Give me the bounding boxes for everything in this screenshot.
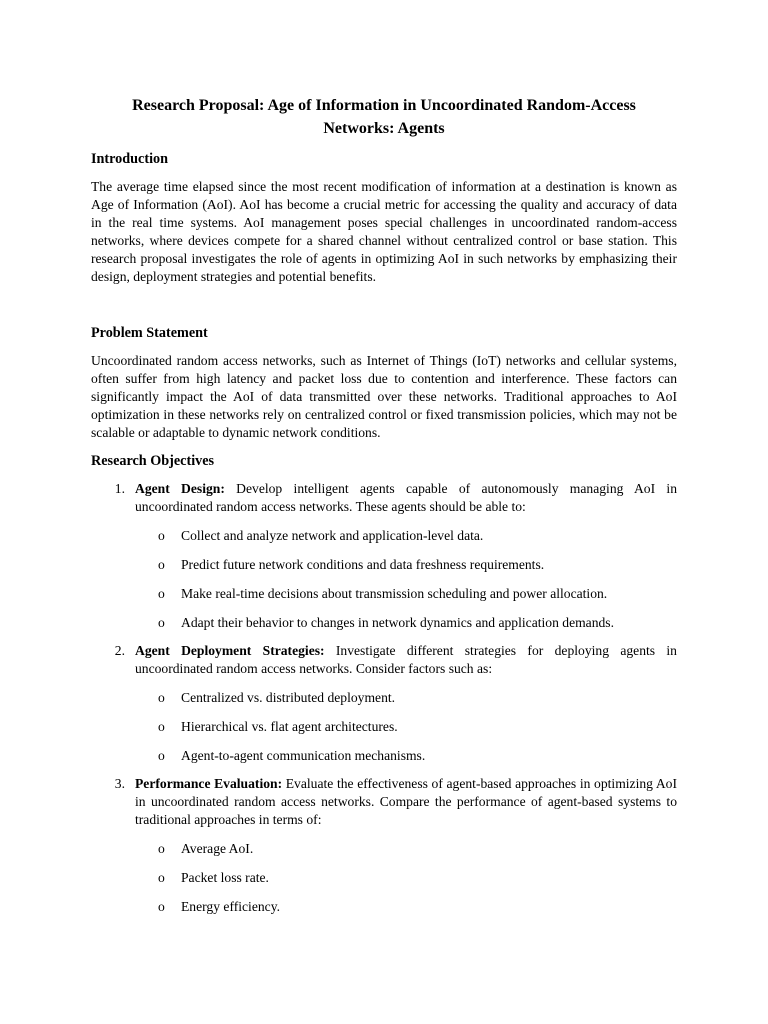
objectives-list	[91, 480, 677, 916]
objective-item	[91, 775, 677, 829]
bullet-marker: o	[158, 870, 165, 885]
objective-number: 3.	[114, 776, 125, 791]
sub-list-item: o Average AoI.	[158, 841, 254, 856]
objective-number: 1.	[114, 481, 125, 496]
objective-label: Agent Design:	[135, 481, 225, 496]
document-title: Research Proposal: Age of Information in Uncoordinated Random-Access Networks: Agents	[132, 97, 636, 137]
problem-statement-heading: Problem Statement	[91, 325, 208, 341]
introduction-heading: Introduction	[91, 151, 168, 167]
objective-label: Agent Deployment Strategies:	[135, 643, 325, 658]
bullet-marker: o	[158, 690, 165, 705]
objective-label: Performance Evaluation:	[135, 776, 283, 791]
objective-item	[91, 642, 677, 678]
bullet-marker: o	[158, 615, 165, 630]
sub-list-item: o Make real-time decisions about transmission scheduling and power allocation.	[158, 586, 608, 601]
sub-list-item: o Centralized vs. distributed deployment.	[158, 690, 396, 705]
bullet-marker: o	[158, 748, 165, 763]
bullet-marker: o	[158, 557, 165, 572]
introduction-paragraph: The average time elapsed since the most recent modification of information at a destination is known as Age of Information (AoI). AoI has become a crucial metric for accessing the quality and accuracy of data in the real time systems. AoI management poses special challenges in uncoordinated random-access networks, where devices compete for a shared channel without centralized control or base station. This research proposal investigates the role of agents in optimizing AoI in such networks by emphasizing their design, deployment strategies and potential benefits.	[91, 179, 677, 284]
sub-list-item: o Hierarchical vs. flat agent architectures.	[158, 719, 398, 734]
objective-text: Evaluate the effectiveness of agent-based approaches in optimizing AoI in uncoordinated random access networks. Compare the performance of agent-based systems to traditional approaches in terms of:	[135, 776, 677, 827]
objective-text: Investigate different strategies for deploying agents in uncoordinated random access networks. Consider factors such as:	[135, 643, 677, 676]
bullet-marker: o	[158, 719, 165, 734]
objective-number: 2.	[114, 643, 125, 658]
sub-list-item: o Adapt their behavior to changes in network dynamics and application demands.	[158, 615, 614, 630]
bullet-marker: o	[158, 899, 165, 914]
objective-text: Develop intelligent agents capable of autonomously managing AoI in uncoordinated random access networks. These agents should be able to:	[135, 481, 677, 514]
bullet-marker: o	[158, 586, 165, 601]
bullet-marker: o	[158, 841, 165, 856]
objective-item	[91, 480, 677, 516]
problem-statement-paragraph: Uncoordinated random access networks, such as Internet of Things (IoT) networks and cellular systems, often suffer from high latency and packet loss due to contention and interference. These factors can significantly impact the AoI of data transmitted over these networks. Traditional approaches to AoI optimization in these networks rely on centralized control or fixed transmission policies, which may not be scalable or adaptable to dynamic network conditions.	[91, 353, 677, 440]
sub-list-item: o Packet loss rate.	[158, 870, 269, 885]
bullet-marker: o	[158, 528, 165, 543]
sub-list-item: o Predict future network conditions and data freshness requirements.	[158, 557, 545, 572]
sub-list-item: o Collect and analyze network and application-level data.	[158, 528, 484, 543]
research-objectives-heading: Research Objectives	[91, 453, 215, 469]
sub-list-item: o Agent-to-agent communication mechanisms.	[158, 748, 426, 763]
sub-list-item: o Energy efficiency.	[158, 899, 281, 914]
